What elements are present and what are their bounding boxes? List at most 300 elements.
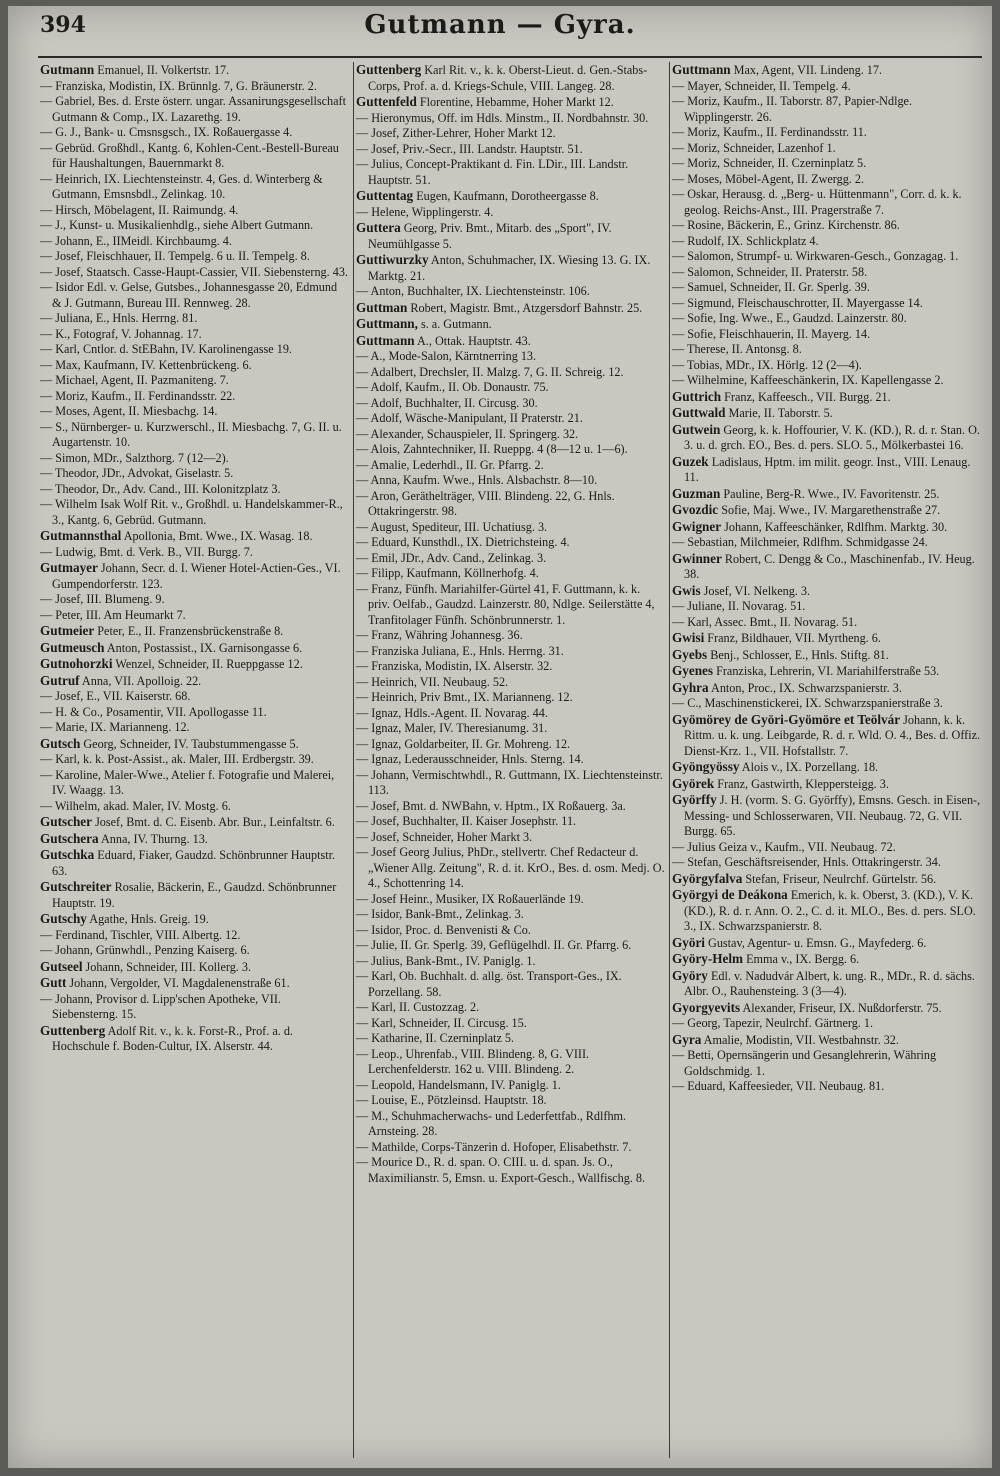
entry-text: — Adolf, Wäsche-Manipulant, II Praterstr. 21.: [356, 411, 583, 425]
directory-entry: [40, 327, 349, 343]
directory-entry: [40, 879, 349, 911]
entry-text: Marie, II. Taborstr. 5.: [725, 406, 833, 420]
entry-surname: Gutwein: [672, 421, 721, 437]
entry-text: — Michael, Agent, II. Pazmaniteng. 7.: [40, 373, 229, 387]
directory-entry: [672, 583, 982, 600]
entry-text: Anton, Proc., IX. Schwarzspanierstr. 3.: [708, 680, 902, 695]
entry-text: — J., Kunst- u. Musikalienhdlg., siehe Albert Gutmann.: [40, 218, 314, 232]
entry-text: — Moriz, Schneider, Lazenhof 1.: [672, 140, 836, 155]
directory-entry: [40, 608, 349, 624]
entry-text: — K., Fotograf, V. Johannag. 17.: [40, 326, 202, 341]
directory-entry: [40, 249, 349, 265]
directory-entry: [356, 458, 665, 474]
entry-text: — Ignaz, Maler, IV. Theresianumg. 31.: [356, 721, 548, 735]
entry-text: — Anton, Buchhalter, IX. Liechtensteinstr. 106.: [356, 284, 590, 298]
directory-entry: [356, 721, 665, 737]
entry-text: — Salomon, Schneider, II. Praterstr. 58.: [672, 264, 868, 279]
entry-text: — Karl, Ob. Buchhalt. d. allg. öst. Transport-Ges., IX. Porzellang. 58.: [356, 969, 622, 999]
entry-surname: Györffy: [672, 792, 717, 807]
entry-surname: Györgyi de Deákona: [672, 887, 788, 902]
directory-entry: [40, 992, 349, 1023]
directory-entry: [672, 951, 982, 968]
entry-surname: Gutseel: [40, 958, 83, 974]
directory-entry: [356, 566, 665, 582]
directory-entry: [40, 656, 349, 673]
directory-entry: [672, 280, 982, 296]
entry-text: — Josef, Buchhalter, II. Kaiser Josephstr. 11.: [356, 814, 577, 828]
entry-text: — Salomon, Strumpf- u. Wirkwaren-Gesch., Gonzagag. 1.: [672, 249, 959, 263]
entry-text: Josef, Bmt. d. C. Eisenb. Abr. Bur., Leinfaltstr. 6.: [92, 815, 335, 829]
directory-entry: [672, 358, 982, 374]
directory-entry: [356, 1078, 665, 1094]
directory-entry: [672, 296, 982, 312]
entry-text: — Ignaz, Hdls.-Agent. II. Novarag. 44.: [356, 705, 548, 720]
entry-text: — Juliane, II. Novarag. 51.: [672, 599, 806, 613]
entry-text: — Karl, Schneider, II. Circusg. 15.: [356, 1015, 527, 1030]
entry-text: — Johann, E., IIMeidl. Kirchbaumg. 4.: [40, 233, 232, 248]
directory-entry: [672, 141, 982, 157]
entry-surname: Gutruf: [40, 672, 80, 688]
directory-entry: [356, 252, 665, 284]
entry-surname: Gutmann: [40, 62, 95, 77]
entry-text: Johann, Secr. d. I. Wiener Hotel-Actien-Ges., VI. Gumpendorferstr. 123.: [52, 561, 341, 591]
directory-entry: [672, 551, 982, 583]
entry-text: — Rosine, Bäckerin, E., Grinz. Kirchenstr. 86.: [672, 218, 900, 232]
entry-surname: Györek: [672, 775, 715, 791]
directory-entry: [40, 736, 349, 753]
entry-text: — Ignaz, Lederausschneider, Hnls. Sterng. 14.: [356, 752, 584, 766]
directory-entry: [672, 1016, 982, 1032]
directory-entry: [356, 333, 665, 350]
entry-surname: Gyömörey de Györi-Gyömöre et Teölvár: [672, 711, 901, 727]
page-number: 394: [40, 12, 86, 38]
entry-text: Eduard, Fiaker, Gaudzd. Schönbrunner Hauptstr. 63.: [52, 848, 336, 878]
directory-entry: [672, 840, 982, 856]
directory-entry: [40, 623, 349, 640]
entry-text: Benj., Schlosser, E., Hnls. Stiftg. 81.: [707, 647, 889, 662]
entry-text: — August, Spediteur, III. Uchatiusg. 3.: [356, 519, 548, 534]
directory-entry: [40, 545, 349, 561]
entry-surname: Guttman: [356, 299, 408, 315]
directory-entry: [356, 300, 665, 317]
directory-entry: [672, 871, 982, 888]
entry-surname: Guttenfeld: [356, 94, 417, 109]
directory-entry: [40, 218, 349, 234]
entry-text: — Johann, Vermischtwhdl., R. Guttmann, IX. Liechtensteinstr. 113.: [356, 767, 663, 797]
entry-text: — Josef, Fleischhauer, II. Tempelg. 6 u. II. Tempelg. 8.: [40, 249, 310, 263]
entry-surname: Gutmannsthal: [40, 528, 122, 543]
entry-text: Rosalie, Bäckerin, E., Gaudzd. Schönbrunner Hauptstr. 19.: [52, 880, 337, 910]
entry-surname: Guttmann: [356, 332, 415, 348]
directory-entry: [672, 389, 982, 406]
directory-entry: [356, 768, 665, 799]
directory-entry: [40, 592, 349, 608]
entry-text: Georg, k. k. Hoffourier, V. K. (KD.), R. d. r. Stan. O. 3. u. d. grch. EO., Bes. d. pers. SLO. 5., Mölkerbastei 16.: [684, 422, 980, 452]
entry-text: — Josef, Schneider, Hoher Markt 3.: [356, 829, 533, 844]
entry-text: — Karl, Cntlor. d. StEBahn, IV. Karolinengasse 19.: [40, 342, 292, 356]
entry-text: — Rudolf, IX. Schlickplatz 4.: [672, 233, 819, 248]
entry-text: — Therese, II. Antonsg. 8.: [672, 342, 802, 356]
directory-entry: [356, 520, 665, 536]
entry-text: — Julius Geiza v., Kaufm., VII. Neubaug. 72.: [672, 839, 896, 854]
directory-entry: [40, 959, 349, 976]
directory-entry: [672, 680, 982, 697]
directory-entry: [40, 911, 349, 928]
entry-text: — Josef, Bmt. d. NWBahn, v. Hptm., IX Roßauerg. 3a.: [356, 798, 626, 813]
directory-entry: [356, 938, 665, 954]
entry-text: — Josef Heinr., Musiker, IX Roßauerlände 19.: [356, 891, 584, 906]
entry-text: — Adalbert, Drechsler, II. Malzg. 7, G. II. Schreig. 12.: [356, 364, 624, 379]
directory-entry: [356, 205, 665, 221]
entry-text: — Simon, MDr., Salzthorg. 7 (12—2).: [40, 450, 229, 465]
entry-text: — Johann, Provisor d. Lipp'schen Apotheke, VII. Siebensterng. 15.: [40, 991, 281, 1021]
directory-entry: [672, 218, 982, 234]
directory-entry: [40, 389, 349, 405]
directory-entry: [356, 396, 665, 412]
entry-text: Edl. v. Nadudvár Albert, k. ung. R., MDr., R. d. sächs. Albr. O., Rauhensteing. 3 (3—4).: [684, 968, 975, 998]
directory-entry: [672, 311, 982, 327]
entry-text: Franz, Gastwirth, Kleppersteigg. 3.: [714, 776, 889, 791]
directory-entry: [356, 349, 665, 365]
entry-text: — Moriz, Kaufm., II. Ferdinandsstr. 11.: [672, 125, 867, 139]
entry-text: — Adolf, Kaufm., II. Ob. Donaustr. 75.: [356, 380, 549, 394]
directory-entry: [40, 203, 349, 219]
directory-entry: [672, 696, 982, 712]
entry-text: — Isidor Edl. v. Gelse, Gutsbes., Johannesgasse 20, Edmund & J. Gutmann, Bureau III. Rennweg. 28.: [40, 280, 338, 310]
entry-surname: Gutschka: [40, 847, 95, 862]
entry-text: — Amalie, Lederhdl., II. Gr. Pfarrg. 2.: [356, 457, 544, 472]
entry-text: Johann, Schneider, III. Kollerg. 3.: [82, 959, 252, 974]
entry-text: — Oskar, Herausg. d. „Berg- u. Hüttenmann", Corr. d. k. k. geolog. Reichs-Anst., III. Pragerstraße 7.: [672, 187, 962, 217]
entry-text: Karl Rit. v., k. k. Oberst-Lieut. d. Gen.-Stabs-Corps, Prof. a. d. Kriegs-Schule, VIII. Langeg. 28.: [368, 63, 648, 93]
directory-entry: [672, 1032, 982, 1049]
entry-surname: Gutschera: [40, 830, 99, 846]
entry-text: — Georg, Tapezir, Neulrchf. Gärtnerg. 1.: [672, 1016, 874, 1030]
directory-entry: [40, 451, 349, 467]
directory-entry: [672, 265, 982, 281]
entry-text: — M., Schuhmacherwachs- und Lederfettfab., Rdlfhm. Arnsteing. 28.: [356, 1108, 627, 1138]
entry-text: — Eduard, Kaffeesieder, VII. Neubaug. 81.: [672, 1079, 885, 1093]
entry-text: — Heinrich, IX. Liechtensteinstr. 4, Ges. d. Winterberg & Gutmann, Emsnsbdl., Zelinkag. 10.: [40, 171, 323, 201]
entry-text: — Wilhelm Isak Wolf Rit. v., Großhdl. u. Handelskammer-R., 3., Kantg. 6, Gebrüd. Gutmann.: [40, 497, 343, 527]
entry-text: — Sigmund, Fleischauschrotter, II. Mayergasse 14.: [672, 295, 923, 310]
entry-surname: Gwigner: [672, 518, 722, 534]
entry-surname: Guttenberg: [356, 62, 422, 77]
directory-entry: [356, 188, 665, 205]
entry-text: Emma v., IX. Bergg. 6.: [743, 952, 860, 966]
entry-text: Adolf Rit. v., k. k. Forst-R., Prof. a. d. Hochschule f. Boden-Cultur, IX. Alserstr. 44.: [52, 1023, 293, 1053]
directory-entry: [356, 1000, 665, 1016]
entry-text: Robert, Magistr. Bmt., Atzgersdorf Bahnstr. 25.: [407, 300, 643, 315]
directory-entry: [356, 1047, 665, 1078]
entry-text: — Sofie, Fleischhauerin, II. Mayerg. 14.: [672, 326, 871, 341]
entry-text: — Sebastian, Milchmeier, Rdlfhm. Schmidgasse 24.: [672, 535, 928, 549]
directory-entry: [356, 644, 665, 660]
entry-surname: Gutt: [40, 975, 67, 990]
entry-surname: Gutmeier: [40, 623, 95, 638]
directory-entry: [672, 759, 982, 776]
entry-text: — Emil, JDr., Adv. Cand., Zelinkag. 3.: [356, 550, 547, 565]
directory-entry: [40, 420, 349, 451]
entry-text: — Hirsch, Möbelagent, II. Raimundg. 4.: [40, 202, 239, 217]
entry-surname: Gyorgyevits: [672, 999, 741, 1015]
directory-entry: [40, 814, 349, 831]
column-middle: [354, 62, 670, 1458]
entry-text: — Moses, Möbel-Agent, II. Zwergg. 2.: [672, 171, 865, 186]
entry-surname: Gwisi: [672, 630, 705, 645]
directory-entry: [356, 62, 665, 94]
directory-entry: [356, 1155, 665, 1186]
entry-text: — Franziska, Modistin, IX. Alserstr. 32.: [356, 659, 553, 673]
entry-text: Franz, Kaffeesch., VII. Burgg. 21.: [721, 389, 891, 404]
directory-entry: [40, 79, 349, 95]
entry-text: — Karl, II. Custozzag. 2.: [356, 1000, 480, 1014]
page-header: [8, 6, 992, 58]
entry-text: Amalie, Modistin, VII. Westbahnstr. 32.: [701, 1032, 899, 1047]
directory-entry: [356, 628, 665, 644]
entry-surname: Gyebs: [672, 646, 708, 662]
entry-surname: Györi: [672, 934, 705, 950]
header-rule: [38, 56, 982, 58]
entry-text: — Max, Kaufmann, IV. Kettenbrückeng. 6.: [40, 357, 252, 372]
entry-text: Anna, VII. Apolloig. 22.: [79, 673, 202, 688]
entry-text: — Julie, II. Gr. Sperlg. 39, Geflügelhdl. II. Gr. Pfarrg. 6.: [356, 938, 632, 952]
entry-text: Josef, VI. Nelkeng. 3.: [700, 583, 811, 598]
entry-surname: Gwis: [672, 582, 701, 598]
directory-entry: [672, 502, 982, 519]
directory-entry: [672, 234, 982, 250]
directory-entry: [40, 768, 349, 799]
entry-text: — Moriz, Schneider, II. Czerninplatz 5.: [672, 156, 867, 170]
directory-entry: [672, 422, 982, 454]
directory-entry: [40, 799, 349, 815]
entry-text: — Leopold, Handelsmann, IV. Paniglg. 1.: [356, 1077, 561, 1092]
entry-surname: Gutscher: [40, 814, 93, 829]
directory-entry: [40, 94, 349, 125]
entry-text: — Adolf, Buchhalter, II. Circusg. 30.: [356, 395, 538, 410]
directory-entry: [356, 411, 665, 427]
entry-text: — Isidor, Proc. d. Benvenisti & Co.: [356, 922, 531, 937]
directory-entry: [356, 690, 665, 706]
entry-text: Johann, Vergolder, VI. Magdalenenstraße 61.: [66, 976, 290, 990]
directory-entry: [40, 720, 349, 736]
entry-surname: Guzek: [672, 453, 709, 469]
entry-text: — Julius, Bank-Bmt., IV. Paniglg. 1.: [356, 953, 536, 968]
directory-entry: [356, 582, 665, 629]
entry-text: — Ignaz, Goldarbeiter, II. Gr. Mohreng. 12.: [356, 736, 571, 751]
entry-surname: Gutschy: [40, 911, 87, 926]
directory-entry: [40, 234, 349, 250]
entry-text: — Hieronymus, Off. im Hdls. Minstm., II. Nordbahnstr. 30.: [356, 110, 649, 125]
entry-text: Stefan, Friseur, Neulrchf. Gürtelstr. 56.: [742, 871, 937, 886]
entry-text: — Helene, Wipplingerstr. 4.: [356, 204, 494, 219]
entry-text: — Johann, Grünwhdl., Penzing Kaiserg. 6.: [40, 943, 250, 957]
entry-text: — Franziska Juliana, E., Hnls. Herrng. 31.: [356, 643, 564, 658]
directory-entry: [40, 280, 349, 311]
entry-text: — Gebrüd. Großhdl., Kantg. 6, Kohlen-Cent.-Bestell-Bureau für Haushaltungen, Bauernmarkt 8.: [40, 140, 339, 170]
directory-page: [8, 6, 992, 1468]
entry-text: Ladislaus, Hptm. im milit. geogr. Inst., VIII. Lenaug. 11.: [684, 454, 971, 484]
entry-surname: Gyenes: [672, 663, 714, 678]
entry-text: Max, Agent, VII. Lindeng. 17.: [730, 63, 883, 77]
entry-text: Sofie, Maj. Wwe., IV. Margarethenstraße 27.: [718, 503, 941, 517]
entry-surname: Guttera: [356, 220, 401, 235]
entry-text: — Josef, E., VII. Kaiserstr. 68.: [40, 689, 191, 703]
directory-entry: [356, 551, 665, 567]
entry-text: — Heinrich, Priv Bmt., IX. Marianneng. 12.: [356, 690, 573, 704]
directory-entry: [356, 157, 665, 188]
directory-entry: [356, 427, 665, 443]
entry-text: Pauline, Berg-R. Wwe., IV. Favoritenstr. 25.: [720, 486, 940, 501]
directory-entry: [356, 284, 665, 300]
directory-entry: [672, 1048, 982, 1079]
directory-entry: [40, 373, 349, 389]
directory-entry: [672, 615, 982, 631]
directory-entry: [356, 126, 665, 142]
column-right: [670, 62, 986, 1458]
directory-entry: [356, 814, 665, 830]
entry-text: — Tobias, MDr., IX. Hörlg. 12 (2—4).: [672, 357, 862, 372]
entry-surname: Guttentag: [356, 188, 414, 203]
entry-text: Anton, Postassist., IX. Garnisongasse 6.: [104, 640, 303, 655]
entry-text: Johann, Kaffeeschänker, Rdlfhm. Marktg. 30.: [721, 519, 948, 534]
directory-entry: [672, 79, 982, 95]
directory-entry: [356, 659, 665, 675]
entry-text: — Karoline, Maler-Wwe., Atelier f. Fotografie und Malerei, IV. Waagg. 13.: [40, 767, 335, 797]
directory-entry: [40, 358, 349, 374]
entry-text: — Sofie, Ing. Wwe., E., Gaudzd. Lainzerstr. 80.: [672, 311, 907, 325]
entry-text: — Alois, Zahntechniker, II. Rueppg. 4 (8—12 u. 1—6).: [356, 442, 628, 456]
directory-entry: [356, 316, 665, 333]
entry-surname: Gutnohorzki: [40, 656, 113, 671]
directory-entry: [672, 249, 982, 265]
entry-text: — Mayer, Schneider, II. Tempelg. 4.: [672, 78, 851, 93]
entry-surname: Györy: [672, 967, 708, 983]
entry-text: — Theodor, JDr., Advokat, Giselastr. 5.: [40, 466, 234, 480]
directory-entry: [356, 923, 665, 939]
entry-text: — Leop., Uhrenfab., VIII. Blindeng. 8, G. VIII. Lerchenfelderstr. 162 u. VIII. Blindeng. 2.: [356, 1046, 590, 1076]
directory-entry: [356, 442, 665, 458]
directory-entry: [356, 365, 665, 381]
entry-surname: Györgyfalva: [672, 870, 743, 886]
directory-entry: [672, 327, 982, 343]
entry-text: Agathe, Hnls. Greig. 19.: [86, 912, 209, 926]
entry-text: — Eduard, Kunsthdl., IX. Dietrichsteing. 4.: [356, 535, 570, 549]
entry-text: Franziska, Lehrerin, VI. Mariahilferstraße 53.: [713, 664, 940, 678]
directory-entry: [356, 675, 665, 691]
directory-entry: [40, 560, 349, 592]
entry-text: — Isidor, Bank-Bmt., Zelinkag. 3.: [356, 907, 524, 921]
directory-entry: [40, 689, 349, 705]
entry-text: Alexander, Friseur, IX. Nußdorferstr. 75.: [740, 1000, 942, 1015]
entry-surname: Gutmeusch: [40, 639, 105, 655]
entry-text: — Julius, Concept-Praktikant d. Fin. LDir., III. Landstr. Hauptstr. 51.: [356, 157, 629, 187]
entry-text: — Josef, Priv.-Secr., III. Landstr. Hauptstr. 51.: [356, 141, 583, 156]
directory-entry: [40, 528, 349, 545]
entry-text: Robert, C. Dengg & Co., Maschinenfab., IV. Heug. 38.: [684, 551, 975, 581]
entry-text: — Juliana, E., Hnls. Herrng. 81.: [40, 311, 198, 325]
entry-text: — Josef Georg Julius, PhDr., stellvertr. Chef Redacteur d. „Wiener Allg. Zeitung", R. d. it. KrO., Bes. d. osm. Medj. O. 4., Schottenring 14.: [356, 845, 665, 890]
directory-entry: [356, 737, 665, 753]
entry-text: — H. & Co., Posamentir, VII. Apollogasse 11.: [40, 704, 267, 719]
directory-entry: [672, 125, 982, 141]
entry-text: — Alexander, Schauspieler, II. Springerg. 32.: [356, 426, 579, 441]
entry-text: — Anna, Kaufm. Wwe., Hnls. Alsbachstr. 8—10.: [356, 473, 598, 487]
directory-entry: [356, 380, 665, 396]
entry-text: — Moriz, Kaufm., II. Ferdinandsstr. 22.: [40, 388, 236, 403]
entry-text: Gustav, Agentur- u. Emsn. G., Mayfederg. 6.: [704, 935, 927, 950]
entry-surname: Gutmayer: [40, 560, 98, 575]
directory-entry: [356, 1109, 665, 1140]
entry-text: — Josef, Zither-Lehrer, Hoher Markt 12.: [356, 126, 556, 140]
entry-text: — Marie, IX. Marianneng. 12.: [40, 720, 190, 734]
entry-text: — Moriz, Kaufm., II. Taborstr. 87, Papier-Ndlge. Wipplingerstr. 26.: [672, 94, 913, 124]
directory-entry: [672, 486, 982, 503]
directory-entry: [356, 1093, 665, 1109]
entry-surname: Gwinner: [672, 550, 722, 566]
directory-entry: [356, 111, 665, 127]
entry-text: Anton, Schuhmacher, IX. Wiesing 13. G. IX. Marktg. 21.: [368, 253, 651, 283]
entry-text: Franz, Bildhauer, VII. Myrtheng. 6.: [704, 631, 881, 645]
entry-text: — Josef, Staatsch. Casse-Haupt-Cassier, VII. Siebensterng. 43.: [40, 264, 348, 279]
entry-text: Johann, k. k. Rittm. u. k. ung. Leibgarde, R. d. r. Wld. O. 4., Bes. d. Offiz. Dienst-Krz. 1., VII. Hofstallstr. 7.: [684, 712, 981, 758]
directory-entry: [672, 187, 982, 218]
directory-entry: [672, 172, 982, 188]
directory-entry: [356, 220, 665, 252]
entry-text: Georg, Schneider, IV. Taubstummengasse 5.: [80, 736, 299, 751]
entry-surname: Gyra: [672, 1031, 702, 1047]
entry-text: — Mathilde, Corps-Tänzerin d. Hofoper, Elisabethstr. 7.: [356, 1139, 632, 1154]
directory-entry: [672, 935, 982, 952]
directory-entry: [356, 473, 665, 489]
directory-entry: [672, 647, 982, 664]
entry-text: — Josef, III. Blumeng. 9.: [40, 592, 165, 606]
directory-entry: [40, 62, 349, 79]
directory-entry: [356, 1031, 665, 1047]
entry-text: — Filipp, Kaufmann, Köllnerhofg. 4.: [356, 566, 539, 580]
directory-entry: [40, 1023, 349, 1055]
entry-surname: Gvozdic: [672, 502, 719, 517]
entry-text: — Theodor, Dr., Adv. Cand., III. Kolonitzplatz 3.: [40, 481, 281, 496]
entry-text: — Wilhelmine, Kaffeeschänkerin, IX. Kapellengasse 2.: [672, 373, 944, 387]
entry-text: Alois v., IX. Porzellang. 18.: [739, 760, 879, 774]
directory-entry: [356, 752, 665, 768]
entry-surname: Guzman: [672, 485, 721, 501]
directory-entry: [40, 466, 349, 482]
directory-entry: [40, 975, 349, 992]
directory-entry: [672, 1079, 982, 1095]
directory-entry: [356, 94, 665, 111]
entry-text: — G. J., Bank- u. Cmsnsgsch., IX. Roßauergasse 4.: [40, 125, 293, 139]
directory-entry: [356, 706, 665, 722]
directory-entry: [40, 265, 349, 281]
directory-entry: [356, 535, 665, 551]
directory-entry: [40, 673, 349, 690]
directory-entry: [356, 907, 665, 923]
directory-entry: [672, 776, 982, 793]
entry-text: — Wilhelm, akad. Maler, IV. Mostg. 6.: [40, 798, 231, 813]
directory-entry: [672, 630, 982, 647]
directory-entry: [40, 404, 349, 420]
directory-entry: [356, 1140, 665, 1156]
entry-text: — A., Mode-Salon, Kärntnerring 13.: [356, 349, 537, 363]
entry-surname: Guttwald: [672, 405, 726, 420]
entry-surname: Gyhra: [672, 679, 709, 695]
directory-entry: [40, 141, 349, 172]
entry-text: — Mourice D., R. d. span. O. CIII. u. d. span. Js. O., Maximilianstr. 5, Emsn. u. Export-Gesch., Wallfischg. 8.: [356, 1155, 646, 1185]
entry-text: — Heinrich, VII. Neubaug. 52.: [356, 674, 509, 689]
entry-text: Peter, E., II. Franzensbrückenstraße 8.: [94, 624, 284, 638]
